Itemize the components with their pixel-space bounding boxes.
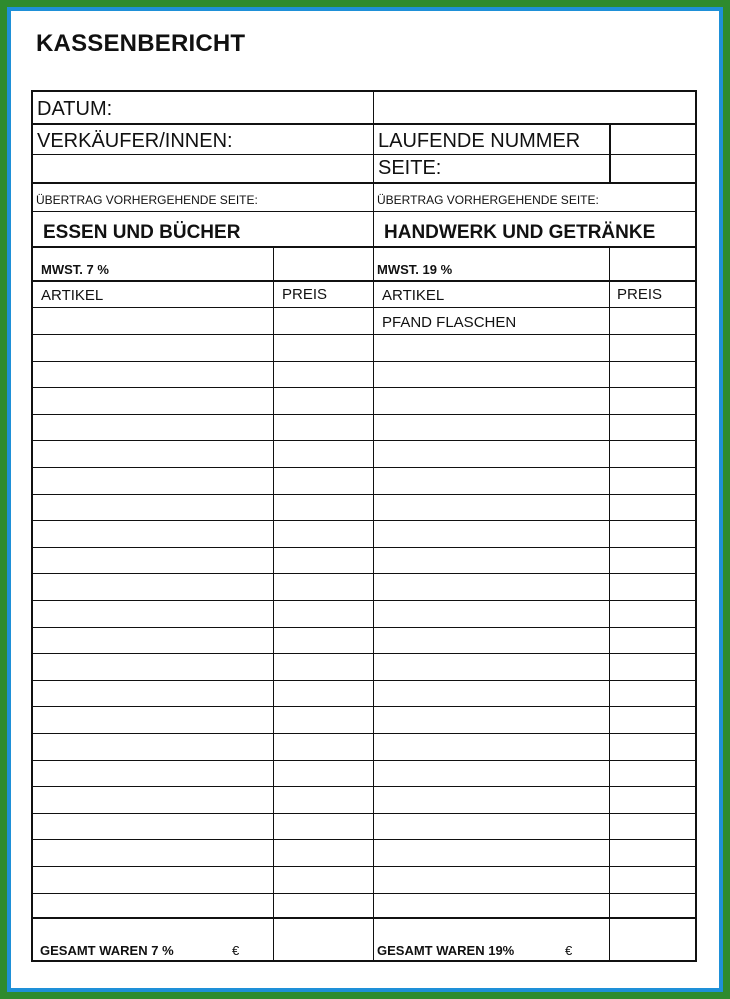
divider	[273, 246, 274, 960]
divider	[33, 246, 695, 248]
divider	[33, 123, 695, 125]
left-mwst-label: MWST. 7 %	[41, 262, 109, 277]
divider	[33, 182, 695, 184]
row-line	[33, 733, 695, 734]
right-first-item: PFAND FLASCHEN	[382, 314, 517, 331]
left-total-currency: €	[232, 943, 240, 958]
datum-label: DATUM:	[37, 98, 113, 120]
page-title: KASSENBERICHT	[36, 30, 246, 57]
divider	[609, 246, 610, 960]
right-section-title: HANDWERK UND GETRÄNKE	[384, 222, 656, 243]
right-col-artikel: ARTIKEL	[382, 287, 445, 304]
row-line	[33, 680, 695, 681]
row-line	[33, 839, 695, 840]
left-col-preis: PREIS	[282, 286, 328, 303]
row-line	[33, 653, 695, 654]
uebertrag-right-label: ÜBERTRAG VORHERGEHENDE SEITE:	[377, 193, 599, 207]
row-line	[33, 494, 695, 495]
row-line	[33, 440, 695, 441]
row-line	[33, 813, 695, 814]
right-col-preis: PREIS	[617, 286, 663, 303]
row-line	[33, 573, 695, 574]
seite-label: SEITE:	[378, 157, 442, 179]
row-line	[33, 467, 695, 468]
divider	[609, 123, 611, 182]
laufende-nummer-label: LAUFENDE NUMMER	[378, 130, 581, 152]
left-total-label: GESAMT WAREN 7 %	[40, 943, 174, 958]
divider	[33, 280, 695, 282]
right-total-label: GESAMT WAREN 19%	[377, 943, 515, 958]
row-line	[33, 706, 695, 707]
row-line	[33, 414, 695, 415]
row-line	[33, 627, 695, 628]
row-line	[33, 760, 695, 761]
left-col-artikel: ARTIKEL	[41, 287, 104, 304]
row-line	[33, 334, 695, 335]
row-line	[33, 893, 695, 894]
row-line	[33, 547, 695, 548]
row-line	[33, 786, 695, 787]
divider	[33, 917, 695, 919]
divider	[33, 307, 695, 308]
row-line	[33, 361, 695, 362]
right-total-currency: €	[565, 943, 573, 958]
verkaeufer-label: VERKÄUFER/INNEN:	[37, 130, 233, 152]
row-line	[33, 520, 695, 521]
row-line	[33, 387, 695, 388]
row-line	[33, 866, 695, 867]
uebertrag-left-label: ÜBERTRAG VORHERGEHENDE SEITE:	[36, 193, 258, 207]
divider	[33, 211, 695, 212]
left-section-title: ESSEN UND BÜCHER	[43, 222, 241, 243]
divider	[33, 154, 695, 155]
cash-report-form	[31, 90, 697, 962]
right-mwst-label: MWST. 19 %	[377, 262, 453, 277]
row-line	[33, 600, 695, 601]
center-divider	[373, 92, 374, 960]
